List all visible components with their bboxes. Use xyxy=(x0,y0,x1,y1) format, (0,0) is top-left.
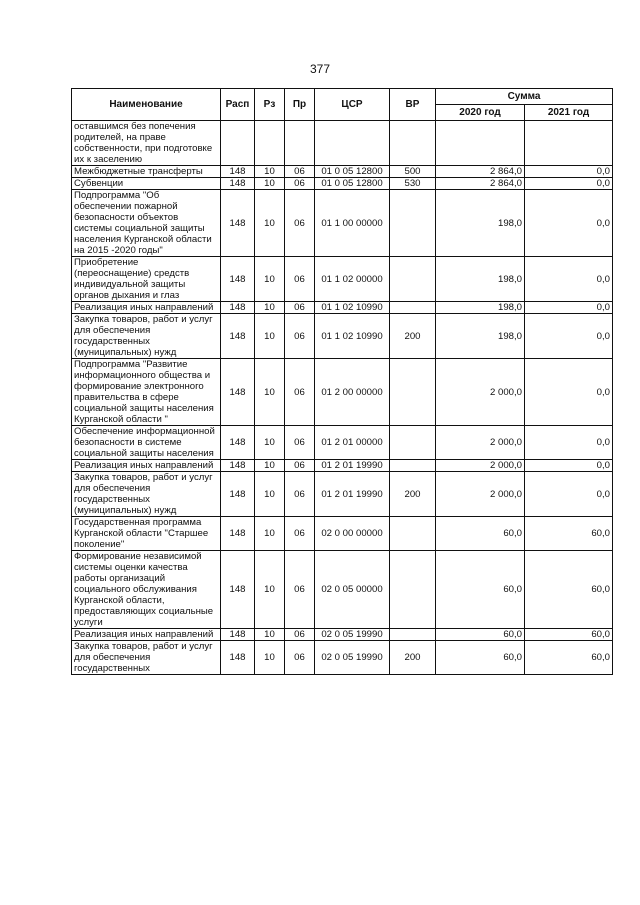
cell-rz: 10 xyxy=(255,166,285,178)
table-row xyxy=(72,178,613,190)
cell-rasp: 148 xyxy=(221,517,255,551)
col-header-rz: Рз xyxy=(255,89,285,121)
cell-2020: 198,0 xyxy=(436,302,525,314)
cell-2021: 0,0 xyxy=(525,257,613,302)
cell-2020: 198,0 xyxy=(436,257,525,302)
cell-rz: 10 xyxy=(255,190,285,257)
cell-csr xyxy=(315,121,390,166)
col-header-2021: 2021 год xyxy=(525,105,613,121)
cell-rz: 10 xyxy=(255,551,285,629)
table-row xyxy=(72,472,613,517)
cell-csr: 01 0 05 12800 xyxy=(315,166,390,178)
budget-table xyxy=(71,88,613,675)
col-header-name: Наименование xyxy=(72,89,221,121)
cell-vr xyxy=(390,302,436,314)
cell-csr: 01 1 02 00000 xyxy=(315,257,390,302)
cell-2021: 60,0 xyxy=(525,629,613,641)
cell-pr: 06 xyxy=(285,257,315,302)
cell-pr: 06 xyxy=(285,460,315,472)
cell-name: Формирование независимой системы оценки качества работы организаций социального обслуживания Курганской области, предоставляющих социальные услуги xyxy=(72,551,221,629)
table-row xyxy=(72,517,613,551)
cell-name: Межбюджетные трансферты xyxy=(72,166,221,178)
cell-name: Обеспечение информационной безопасности в системе социальной защиты населения xyxy=(72,426,221,460)
table-row xyxy=(72,257,613,302)
cell-rasp: 148 xyxy=(221,460,255,472)
col-header-pr: Пр xyxy=(285,89,315,121)
cell-rasp: 148 xyxy=(221,629,255,641)
cell-pr: 06 xyxy=(285,551,315,629)
cell-pr xyxy=(285,121,315,166)
col-header-vr: ВР xyxy=(390,89,436,121)
col-header-sum: Сумма xyxy=(436,89,613,105)
table-body xyxy=(72,121,613,675)
cell-rz: 10 xyxy=(255,641,285,675)
cell-csr: 01 2 01 19990 xyxy=(315,460,390,472)
table-row xyxy=(72,426,613,460)
cell-vr: 530 xyxy=(390,178,436,190)
cell-2021: 0,0 xyxy=(525,302,613,314)
cell-csr: 01 0 05 12800 xyxy=(315,178,390,190)
cell-name: Закупка товаров, работ и услуг для обеспечения государственных (муниципальных) нужд xyxy=(72,472,221,517)
cell-2021: 0,0 xyxy=(525,472,613,517)
cell-vr xyxy=(390,460,436,472)
cell-pr: 06 xyxy=(285,426,315,460)
cell-2021: 0,0 xyxy=(525,426,613,460)
cell-name: Закупка товаров, работ и услуг для обеспечения государственных (муниципальных) нужд xyxy=(72,314,221,359)
cell-pr: 06 xyxy=(285,472,315,517)
cell-2021: 60,0 xyxy=(525,517,613,551)
cell-name: Реализация иных направлений xyxy=(72,460,221,472)
cell-pr: 06 xyxy=(285,302,315,314)
cell-csr: 01 2 00 00000 xyxy=(315,359,390,426)
cell-2021: 0,0 xyxy=(525,314,613,359)
cell-2021: 0,0 xyxy=(525,178,613,190)
cell-rz: 10 xyxy=(255,359,285,426)
cell-vr xyxy=(390,190,436,257)
cell-rz: 10 xyxy=(255,314,285,359)
cell-rz: 10 xyxy=(255,178,285,190)
cell-2020: 60,0 xyxy=(436,629,525,641)
cell-rz: 10 xyxy=(255,460,285,472)
cell-name: Государственная программа Курганской области "Старшее поколение" xyxy=(72,517,221,551)
cell-2020: 2 000,0 xyxy=(436,426,525,460)
cell-2020 xyxy=(436,121,525,166)
page-number: 377 xyxy=(309,62,331,76)
table-row xyxy=(72,121,613,166)
cell-2020: 198,0 xyxy=(436,314,525,359)
table-row xyxy=(72,166,613,178)
table-row xyxy=(72,641,613,675)
cell-rasp: 148 xyxy=(221,359,255,426)
cell-name: Подпрограмма "Развитие информационного общества и формирование электронного правительства в сфере социальной защиты населения Курганской области " xyxy=(72,359,221,426)
cell-csr: 02 0 05 00000 xyxy=(315,551,390,629)
cell-2021: 0,0 xyxy=(525,190,613,257)
cell-rz: 10 xyxy=(255,257,285,302)
cell-pr: 06 xyxy=(285,178,315,190)
cell-name: Приобретение (переоснащение) средств индивидуальной защиты органов дыхания и глаз xyxy=(72,257,221,302)
cell-pr: 06 xyxy=(285,166,315,178)
cell-name: Реализация иных направлений xyxy=(72,302,221,314)
cell-vr: 200 xyxy=(390,472,436,517)
cell-2021: 60,0 xyxy=(525,551,613,629)
cell-2020: 60,0 xyxy=(436,551,525,629)
cell-rasp: 148 xyxy=(221,426,255,460)
cell-pr: 06 xyxy=(285,190,315,257)
cell-2020: 2 864,0 xyxy=(436,166,525,178)
cell-vr xyxy=(390,551,436,629)
cell-2020: 2 864,0 xyxy=(436,178,525,190)
cell-rz: 10 xyxy=(255,426,285,460)
cell-csr: 01 2 01 19990 xyxy=(315,472,390,517)
cell-name: Закупка товаров, работ и услуг для обеспечения государственных xyxy=(72,641,221,675)
cell-csr: 01 1 02 10990 xyxy=(315,302,390,314)
cell-rasp: 148 xyxy=(221,257,255,302)
cell-2021: 0,0 xyxy=(525,359,613,426)
table-row xyxy=(72,302,613,314)
cell-csr: 02 0 00 00000 xyxy=(315,517,390,551)
cell-vr xyxy=(390,426,436,460)
table-row xyxy=(72,460,613,472)
cell-rasp xyxy=(221,121,255,166)
table-row xyxy=(72,359,613,426)
cell-csr: 01 1 00 00000 xyxy=(315,190,390,257)
cell-rz: 10 xyxy=(255,302,285,314)
cell-rasp: 148 xyxy=(221,314,255,359)
cell-2020: 60,0 xyxy=(436,517,525,551)
cell-2020: 2 000,0 xyxy=(436,359,525,426)
cell-2021 xyxy=(525,121,613,166)
cell-2021: 0,0 xyxy=(525,166,613,178)
cell-rasp: 148 xyxy=(221,178,255,190)
col-header-rasp: Расп xyxy=(221,89,255,121)
cell-name: оставшимся без попечения родителей, на праве собственности, при подготовке их к заселению xyxy=(72,121,221,166)
cell-rz: 10 xyxy=(255,629,285,641)
cell-pr: 06 xyxy=(285,641,315,675)
cell-name: Подпрограмма "Об обеспечении пожарной безопасности объектов системы социальной защиты населения Курганской области на 2015 -2020 годы" xyxy=(72,190,221,257)
cell-rasp: 148 xyxy=(221,302,255,314)
table-row xyxy=(72,190,613,257)
table-row xyxy=(72,629,613,641)
cell-csr: 02 0 05 19990 xyxy=(315,641,390,675)
cell-vr xyxy=(390,629,436,641)
table-row xyxy=(72,551,613,629)
cell-2020: 2 000,0 xyxy=(436,460,525,472)
cell-vr xyxy=(390,359,436,426)
cell-pr: 06 xyxy=(285,314,315,359)
cell-rasp: 148 xyxy=(221,472,255,517)
cell-vr xyxy=(390,517,436,551)
cell-2020: 198,0 xyxy=(436,190,525,257)
cell-vr: 500 xyxy=(390,166,436,178)
cell-vr: 200 xyxy=(390,641,436,675)
cell-vr: 200 xyxy=(390,314,436,359)
cell-csr: 01 2 01 00000 xyxy=(315,426,390,460)
cell-rasp: 148 xyxy=(221,551,255,629)
cell-rasp: 148 xyxy=(221,641,255,675)
table-header xyxy=(72,89,613,121)
cell-vr xyxy=(390,257,436,302)
cell-2021: 60,0 xyxy=(525,641,613,675)
cell-name: Реализация иных направлений xyxy=(72,629,221,641)
cell-vr xyxy=(390,121,436,166)
cell-csr: 01 1 02 10990 xyxy=(315,314,390,359)
cell-pr: 06 xyxy=(285,629,315,641)
cell-2020: 60,0 xyxy=(436,641,525,675)
cell-rasp: 148 xyxy=(221,166,255,178)
cell-2020: 2 000,0 xyxy=(436,472,525,517)
cell-2021: 0,0 xyxy=(525,460,613,472)
col-header-csr: ЦСР xyxy=(315,89,390,121)
cell-rz: 10 xyxy=(255,472,285,517)
cell-name: Субвенции xyxy=(72,178,221,190)
cell-pr: 06 xyxy=(285,517,315,551)
cell-rz: 10 xyxy=(255,517,285,551)
col-header-2020: 2020 год xyxy=(436,105,525,121)
cell-rasp: 148 xyxy=(221,190,255,257)
cell-rz xyxy=(255,121,285,166)
cell-csr: 02 0 05 19990 xyxy=(315,629,390,641)
cell-pr: 06 xyxy=(285,359,315,426)
table-row xyxy=(72,314,613,359)
